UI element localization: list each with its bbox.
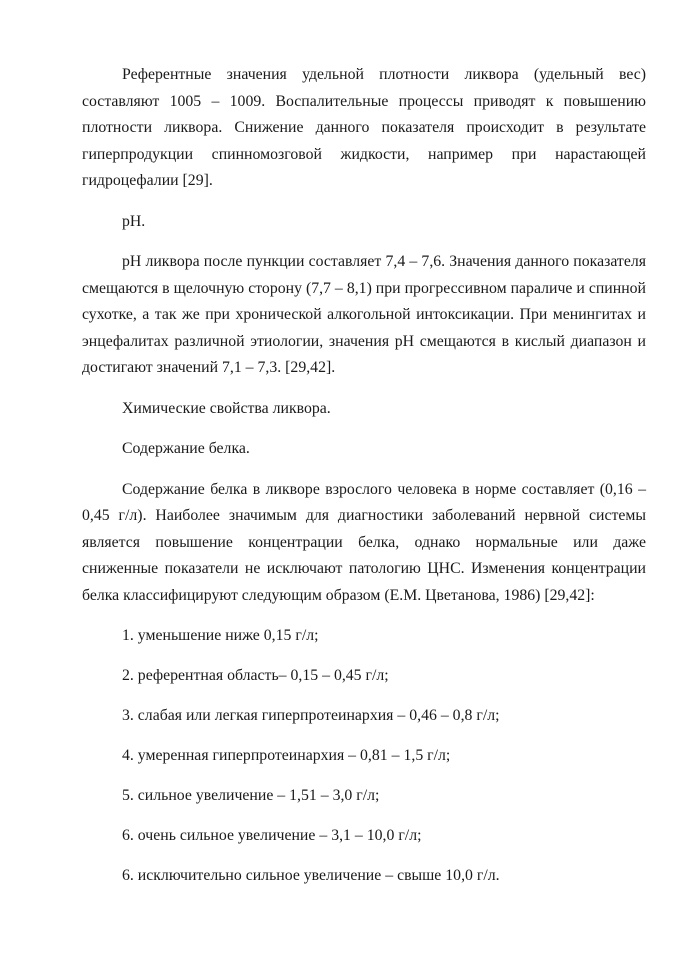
list-item: 6. исключительно сильное увеличение – свыше 10,0 г/л. bbox=[122, 866, 500, 884]
heading-chemical-properties: Химические свойства ликвора. bbox=[122, 399, 331, 417]
heading-ph: pH. bbox=[122, 212, 146, 230]
list-item: 2. референтная область– 0,15 – 0,45 г/л; bbox=[122, 666, 389, 684]
paragraph-protein: Содержание белка в ликворе взрослого человека в норме составляет (0,16 – 0,45 г/л). Наиболее значимым для диагностики заболеваний нервной системы является повышение концентрации белка, однако нормальные или даже сниженные показатели не исключают патологию ЦНС. Изменения концентрации белка классифицируют следующим образом (Е.М. Цветанова, 1986) [29,42]: bbox=[82, 480, 646, 604]
list-item: 1. уменьшение ниже 0,15 г/л; bbox=[122, 626, 319, 644]
list-item: 5. сильное увеличение – 1,51 – 3,0 г/л; bbox=[122, 786, 380, 804]
paragraph-density: Референтные значения удельной плотности ликвора (удельный вес) составляют 1005 – 1009. Воспалительные процессы приводят к повышению плотности ликвора. Снижение данного показателя происходит в результате гиперпродукции спинномозговой жидкости, например при нарастающей гидроцефалии [29]. bbox=[82, 66, 646, 189]
list-item: 6. очень сильное увеличение – 3,1 – 10,0 г/л; bbox=[122, 826, 422, 844]
paragraph-ph: pH ликвора после пункции составляет 7,4 – 7,6. Значения данного показателя смещаются в щелочную сторону (7,7 – 8,1) при прогрессивном параличе и спинной сухотке, а так же при хронической алкогольной интоксикации. При менингитах и энцефалитах различной этиологии, значения pH смещаются в кислый диапазон и достигают значений 7,1 – 7,3. [29,42]. bbox=[82, 253, 646, 376]
heading-protein-content: Содержание белка. bbox=[122, 440, 250, 457]
list-item: 3. слабая или легкая гиперпротеинархия – 0,46 – 0,8 г/л; bbox=[122, 706, 500, 724]
document-page bbox=[82, 62, 646, 889]
protein-classification-list bbox=[82, 623, 646, 890]
list-item: 4. умеренная гиперпротеинархия – 0,81 – 1,5 г/л; bbox=[122, 746, 451, 764]
